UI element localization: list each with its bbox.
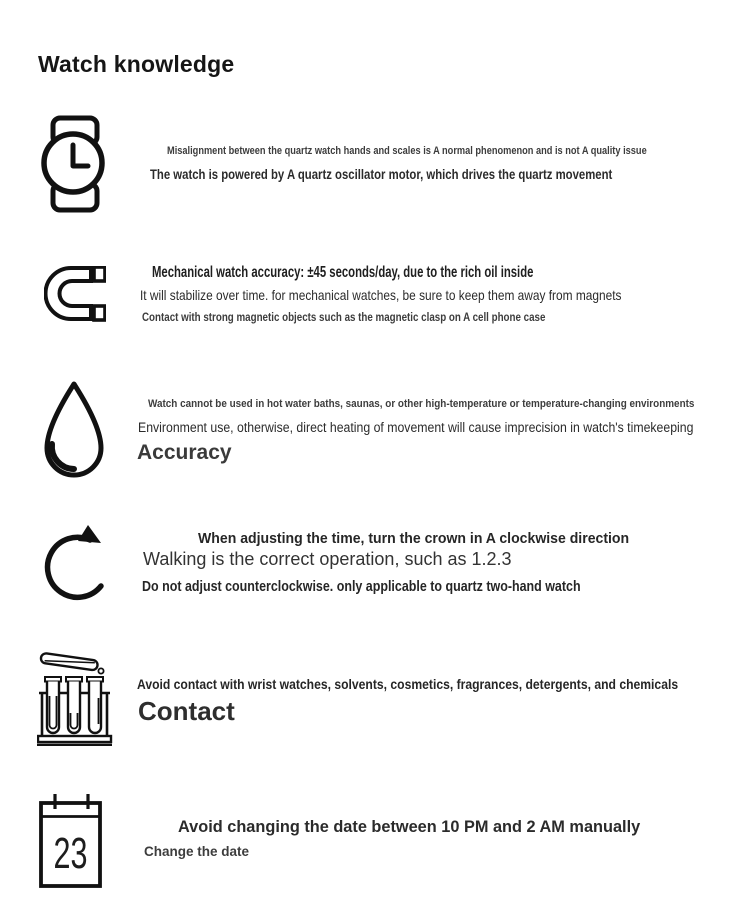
watch-icon [40,115,108,213]
page-title: Watch knowledge [38,51,235,78]
test-tubes-icon [37,646,113,746]
note-keyword: Accuracy [137,441,232,464]
note-line: Environment use, otherwise, direct heating of movement will cause imprecision in watch's timekeeping [138,420,694,435]
note-line: Walking is the correct operation, such as 1.2.3 [143,549,512,569]
note-line: The watch is powered by A quartz oscillator motor, which drives the quartz movement [150,167,613,182]
note-line: Change the date [144,844,250,859]
calendar-day-number: 23 [53,829,88,878]
calendar-icon [38,792,104,888]
note-line: Contact with strong magnetic objects such as the magnetic clasp on A cell phone case [142,312,546,324]
note-line: Avoid contact with wrist watches, solvents, cosmetics, fragrances, detergents, and chemicals [137,677,679,692]
note-line: When adjusting the time, turn the crown in A clockwise direction [198,531,630,547]
magnet-icon [44,266,106,322]
clockwise-arrow-icon [42,523,118,601]
note-line: It will stabilize over time. for mechanical watches, be sure to keep them away from magnets [140,287,622,303]
note-line: Avoid changing the date between 10 PM and 2 AM manually [178,817,641,836]
note-line: Watch cannot be used in hot water baths, saunas, or other high-temperature or temperature-changing environments [148,398,695,410]
note-line: Mechanical watch accuracy: ±45 seconds/day, due to the rich oil inside [152,264,534,281]
note-line: Do not adjust counterclockwise. only applicable to quartz two-hand watch [142,579,581,595]
note-keyword: Contact [138,696,235,726]
note-line: Misalignment between the quartz watch hands and scales is A normal phenomenon and is not A quality issue [167,145,647,157]
water-drop-icon [42,380,106,482]
